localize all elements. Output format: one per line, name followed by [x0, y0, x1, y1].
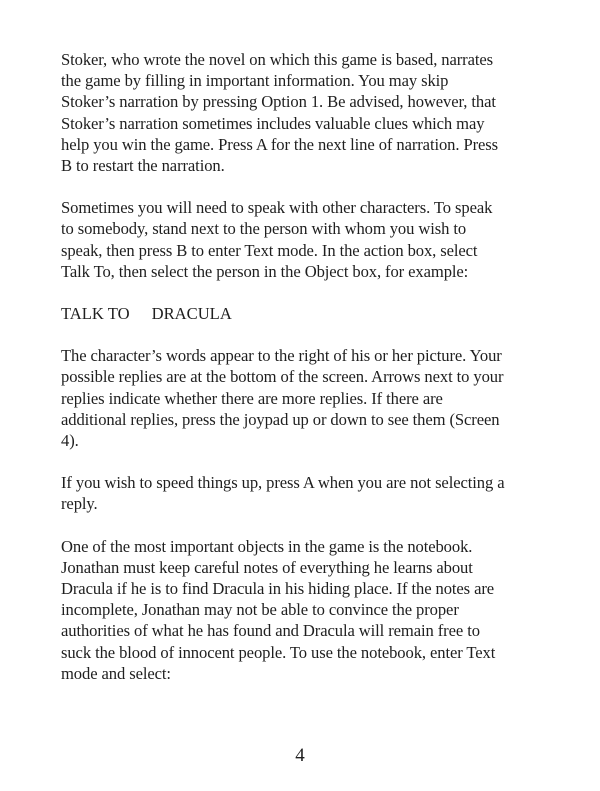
text-line: authorities of what he has found and Dracula will remain free to [61, 621, 480, 641]
paragraph-gap [61, 176, 561, 197]
paragraph-speed-up [61, 472, 561, 514]
text-line: incomplete, Jonathan may not be able to convince the proper [61, 600, 459, 620]
text-line: 4). [61, 431, 79, 451]
example-command-action: TALK TO [61, 304, 130, 324]
example-command-object: DRACULA [151, 304, 232, 324]
text-line: additional replies, press the joypad up or down to see them (Screen [61, 409, 500, 429]
text-line: The character’s words appear to the right of his or her picture. Your [61, 346, 502, 366]
text-line: suck the blood of innocent people. To use the notebook, enter Text [61, 642, 496, 662]
text-line: Dracula if he is to find Dracula in his hiding place. If the notes are [61, 579, 495, 599]
paragraph-gap [61, 515, 561, 536]
manual-page-body [61, 49, 561, 684]
text-line: possible replies are at the bottom of the screen. Arrows next to your [61, 367, 504, 387]
text-line: Sometimes you will need to speak with other characters. To speak [61, 198, 493, 218]
paragraph-gap [61, 324, 561, 345]
paragraph-gap [61, 451, 561, 472]
text-line: If you wish to speed things up, press A when you are not selecting a [61, 473, 505, 493]
text-line: speak, then press B to enter Text mode. In the action box, select [61, 240, 478, 260]
paragraph-notebook [61, 536, 561, 684]
text-line: the game by filling in important information. You may skip [61, 71, 449, 91]
text-line: One of the most important objects in the game is the notebook. [61, 536, 473, 556]
text-line: Jonathan must keep careful notes of everything he learns about [61, 557, 473, 577]
paragraph-gap [61, 282, 561, 303]
text-line: to somebody, stand next to the person with whom you wish to [61, 219, 467, 239]
text-line: help you win the game. Press A for the next line of narration. Press [61, 134, 498, 154]
paragraph-narration [61, 49, 561, 176]
text-line: mode and select: [61, 663, 171, 683]
paragraph-replies [61, 345, 561, 451]
text-line: Stoker’s narration sometimes includes valuable clues which may [61, 113, 485, 133]
text-line: Stoker, who wrote the novel on which this game is based, narrates [61, 50, 494, 69]
paragraph-speaking [61, 197, 561, 282]
text-line: B to restart the narration. [61, 156, 225, 176]
text-line: reply. [61, 494, 98, 514]
example-command [61, 303, 561, 324]
text-line: Talk To, then select the person in the Object box, for example: [61, 261, 469, 281]
text-line: Stoker’s narration by pressing Option 1. Be advised, however, that [61, 92, 496, 112]
page-number: 4 [295, 745, 305, 766]
text-line: replies indicate whether there are more replies. If there are [61, 388, 443, 408]
